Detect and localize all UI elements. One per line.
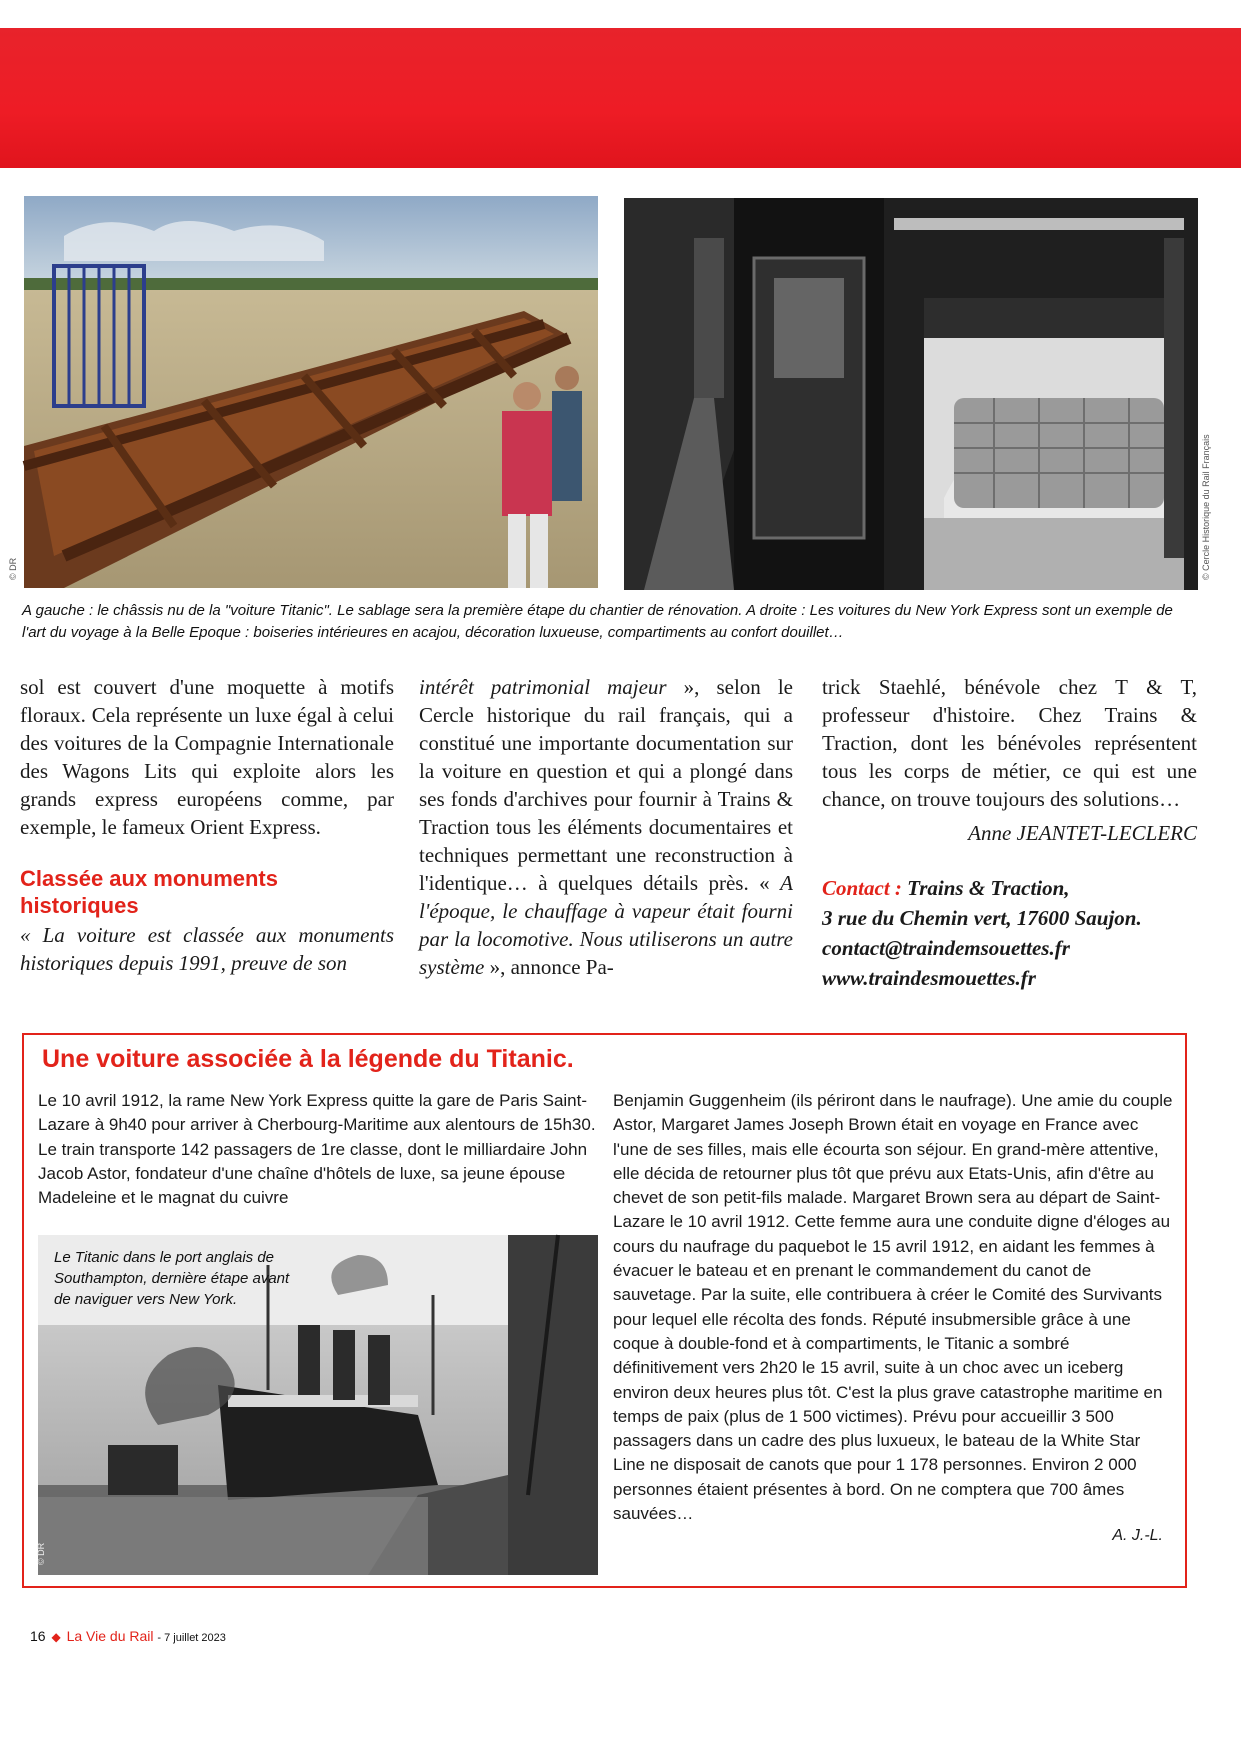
contact-org: Trains & Traction,: [907, 876, 1070, 900]
article-paragraph: « La voiture est classée aux monuments historiques depuis 1991, preuve de son: [20, 923, 394, 975]
contact-block: [822, 873, 1197, 993]
photos-caption: A gauche : le châssis nu de la "voiture Titanic". Le sablage sera la première étape du chantier de rénovation. A droite : Les voitures du New York Express sont un exemple de l'art du voyage à la Belle Epoque : boiseries intérieures en acajou, décoration luxueuse, compartiments au confort douillet…: [22, 602, 1173, 641]
titanic-photo-credit: © DR: [36, 1542, 46, 1565]
article-column-1: [20, 673, 394, 977]
chassis-photo: [24, 196, 598, 588]
contact-address: 3 rue du Chemin vert, 17600 Saujon.: [822, 906, 1142, 930]
publication-name: La Vie du Rail: [66, 1628, 154, 1644]
page-number: 16: [30, 1628, 46, 1644]
quote-text: intérêt patrimonial majeur: [419, 675, 667, 699]
right-photo-credit: © Cercle Historique du Rail Français: [1201, 434, 1211, 580]
article-column-3: [822, 673, 1197, 993]
banner-faded-text: [30, 72, 1030, 162]
titanic-photo: [38, 1235, 598, 1575]
box-signature: A. J.-L.: [1112, 1527, 1163, 1544]
diamond-icon: ◆: [51, 1630, 61, 1644]
author-signature: Anne JEANTET-LECLERC: [968, 821, 1197, 845]
box-title: Une voiture associée à la légende du Titanic.: [42, 1045, 574, 1073]
subheading: Classée aux monuments historiques: [20, 866, 278, 918]
left-photo-credit: © DR: [8, 557, 18, 580]
page-footer: [30, 1628, 226, 1644]
article-paragraph: sol est couvert d'une moquette à motifs floraux. Cela représente un luxe égal à celui des voitures de la Compagnie Internationale des Wagons Lits qui exploite alors les grands express européens comme, par exemple, le fameux Orient Express.: [20, 675, 394, 839]
article-paragraph: [419, 673, 793, 981]
issue-date: - 7 juillet 2023: [157, 1632, 226, 1644]
box-text-right: Benjamin Guggenheim (ils périront dans le naufrage). Une amie du couple Astor, Margaret James Joseph Brown était en voyage en France avec l'une de ses filles, mais elle écourta son séjour. En grand-mère attentive, elle décida de retourner plus tôt que prévu aux Etats-Unis, afin d'être au chevet de son petit-fils malade. Margaret Brown sera au départ de Saint-Lazare le 10 avril 1912. Cette femme aura une conduite digne d'éloges au cours du naufrage du paquebot le 15 avril 1912, en aidant les femmes à évacuer le bateau et en prenant le commandement du canot de sauvetage. Par la suite, elle contribuera à créer le Comité des Survivants pour lequel elle récolta des fonds. Réputé insubmersible grâce à une coque à double-fond et à compartiments, le Titanic a sombré définitivement vers 2h20 le 15 avril, suite à un choc avec un iceberg environ deux heures plus tôt. C'est la plus grave catastrophe maritime en temps de paix (plus de 1 500 victimes). Prévu pour accueillir 3 500 passagers dans un cadre des plus luxueux, le bateau de la White Star Line ne disposait de canots que pour 1 178 personnes. Environ 2 000 personnes étaient présentes à bord. On ne comptera que 700 âmes sauvées…: [613, 1091, 1173, 1524]
titanic-sidebar-box: [22, 1033, 1187, 1588]
article-text: », selon le Cercle historique du rail français, qui a constitué une importante documentation sur la voiture en question et qui a plongé dans ses fonds d'archives pour fournir à Trains & Traction tous les éléments documentaires et techniques permettant une reconstruction à l'identique… à quelques détails près. «: [419, 675, 793, 895]
interior-photo: [624, 198, 1198, 590]
header-banner: [0, 28, 1241, 168]
contact-email[interactable]: contact@traindemsouettes.fr: [822, 936, 1070, 960]
box-text-left: Le 10 avril 1912, la rame New York Express quitte la gare de Paris Saint-Lazare à 9h40 pour arriver à Cherbourg-Maritime aux alentours de 15h30. Le train transporte 142 passagers de 1re classe, dont le milliardaire John Jacob Astor, fondateur d'une chaîne d'hôtels de luxe, sa jeune épouse Madeleine et le magnat du cuivre: [38, 1091, 596, 1208]
contact-website[interactable]: www.traindesmouettes.fr: [822, 966, 1036, 990]
quote-text: A l'époque, le chauffage à vapeur était fourni par la locomotive. Nous utiliserons un autre système: [419, 871, 793, 979]
article-text: », annonce Pa-: [484, 955, 614, 979]
article-paragraph: trick Staehlé, bénévole chez T & T, professeur d'histoire. Chez Trains & Traction, dont les bénévoles représentent tous les corps de métier, ce qui est une chance, on trouve toujours des solutions…: [822, 675, 1197, 811]
contact-label: Contact :: [822, 876, 902, 900]
article-column-2: [419, 673, 793, 981]
titanic-photo-caption: Le Titanic dans le port anglais de Southampton, dernière étape avant de naviguer vers New York.: [54, 1249, 290, 1308]
